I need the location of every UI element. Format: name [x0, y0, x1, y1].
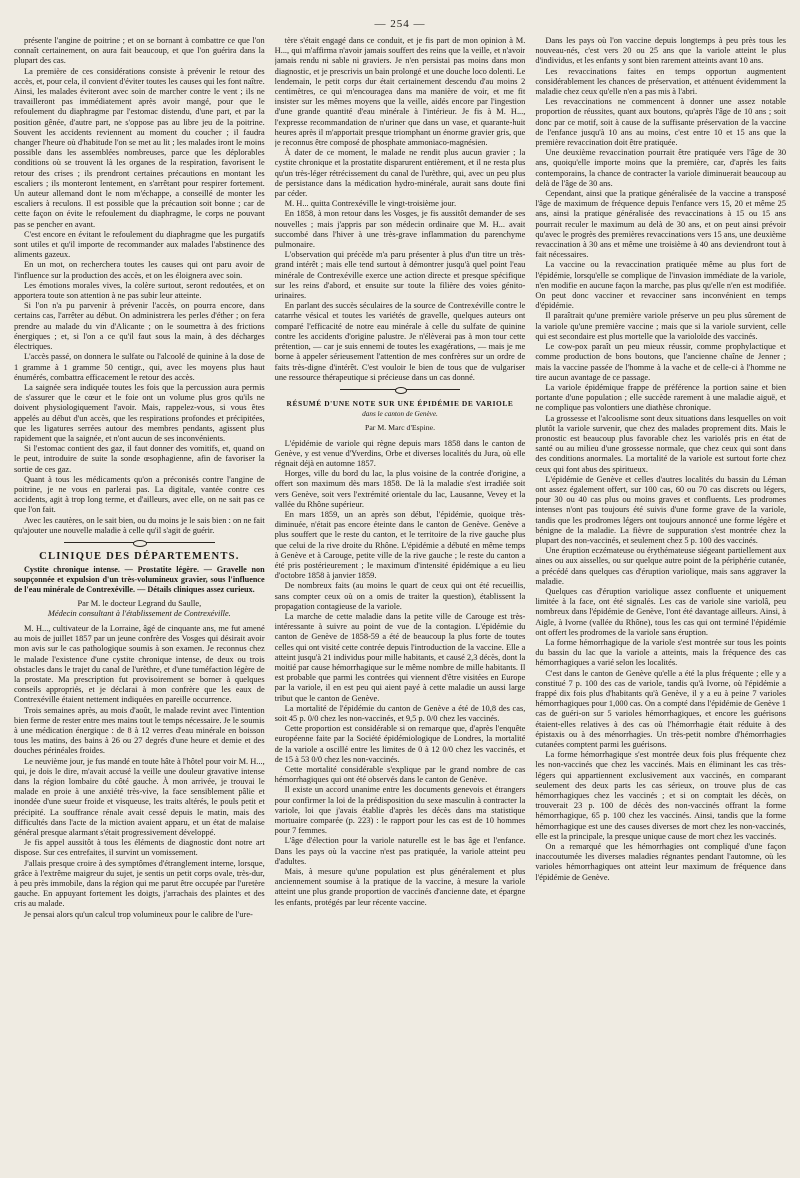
section-title-clinique: CLINIQUE DES DÉPARTEMENTS.	[39, 550, 240, 562]
paragraph: Le neuvième jour, je fus mandé en toute hâte à l'hôtel pour voir M. H..., qui, je dois le dire, m'avait accusé la veille une douleur gravative intense dans la région lombaire du côté gauche. À mon arrivée, je trouvai le malade en proie à une anxiété très-vive, la face sensiblement pâlie et inondée d'une sueur froide et visqueuse, les traits altérés, le pouls petit et précipité. La souffrance rénale avait cessé depuis le matin, mais des difficultés dans l'acte de la miction avaient apparu, et un état de malaise général presque alarmant s'était progressivement développé.	[14, 756, 265, 838]
paragraph: présente l'angine de poitrine ; et on se bornant à combattre ce que l'on connaît certainement, on aura fait beaucoup, et que l'on guérira dans la plupart des cas.	[14, 36, 265, 66]
text-columns	[14, 36, 786, 920]
paragraph: Cette proportion est considérable si on remarque que, d'après l'enquête européenne faite par la Société épidémiologique de Londres, la mortalité de la variole a oscillé entre les limites de 0 à 12 0/0 chez les vaccinés, et de 15 à 53 0/0 chez les non-vaccinés.	[274, 724, 526, 764]
paragraph: L'âge d'élection pour la variole naturelle est le bas âge et l'enfance. Dans les pays où la vaccine n'est pas pratiquée, la variole atteint peu d'adultes.	[274, 836, 526, 866]
author-affiliation: Médecin consultant à l'établissement de Contrexéville.	[47, 608, 231, 618]
paragraph: Les revaccinations faites en temps opportun augmentent considérablement les chances de préservation, et atténuent évidemment la maladie chez ceux qu'elle n'en a pas mis à l'abri.	[535, 66, 787, 97]
paragraph: Il existe un accord unanime entre les documents genevois et étrangers pour confirmer la loi de la prédisposition du sexe masculin à contracter la variole, loi que j'avais établie d'après les décès dans ma statistique mortuaire comparée (p. 223) : le rapport pour les cas est de 10 hommes pour 7 femmes.	[274, 785, 526, 836]
column-middle	[275, 36, 526, 920]
paragraph: Si l'on n'a pu parvenir à prévenir l'accès, on pourra encore, dans certains cas, l'arrêter au début. On administrera les perles d'éther ; on fera prendre au malade du vin d'Alicante ; on le soumettra à des frictions énergiques ; et, si l'on a ce qu'il faut sous la main, à des décharges électriques.	[14, 301, 265, 352]
column-left	[14, 36, 265, 920]
paragraph: La forme hémorrhagique de la variole s'est montrée sur tous les points du bassin du lac que la variole a atteints, mais la fréquence des cas hémorrhagiques a varié selon les localités.	[535, 637, 787, 668]
angina-article-body	[14, 36, 265, 536]
paragraph: La saignée sera indiquée toutes les fois que la percussion aura permis de s'assurer que le cœur et le foie ont un volume plus gros qu'ils ne doivent physiologiquement l'avoir. Mais, rappelez-vous, si vous êtes appelés au début d'un accès, que les respirations profondes et précipitées, que les ligatures serrées autour des membres pendants, agissent plus rapidement que la saignée, et n'ont aucun de ses inconvénients.	[14, 382, 265, 443]
column-right	[535, 36, 786, 920]
paragraph: Horges, ville du bord du lac, la plus voisine de la contrée d'origine, a offert son maximum dès mars 1858. De là la maladie s'est irradiée soit vers Genève, soit vers l'extrémité orientale du lac, Lausanne, Vevey et la vallée du Rhône supérieur.	[274, 469, 526, 509]
paragraph: Il paraîtrait qu'une première variole préserve un peu plus sûrement de la variole qu'une première vaccine ; mais que si la variole survient, celle qui est secondaire est plus mortelle que la varioloïde des vaccinés.	[535, 311, 787, 341]
variole-article-body	[275, 439, 526, 908]
paragraph: Une éruption eczémateuse ou érythémateuse siégeant partiellement aux aines ou aux aisselles, ou sur quelque autre point de la périphérie cutanée, a précédé dans quelques cas d'éruption variolique, mais sans aggraver la maladie.	[535, 546, 787, 586]
paragraph: Quant à tous les médicaments qu'on a préconisés contre l'angine de poitrine, je ne vous en parlerai pas. La digitale, vantée contre ces accidents, agit à trop long terme, et d'ailleurs, avec elle, on ne sait pas ce que l'on fait.	[14, 474, 265, 515]
paragraph: Trois semaines après, au mois d'août, le malade revint avec l'intention bien ferme de rester entre mes mains tout le temps nécessaire. Je le soumis à une médication énergique : de 8 à 12 verres d'eau minérale en boisson tous les matins, des bains à 26 ou 27 degrés d'une heure et demie et des douches périnéales froides.	[14, 705, 265, 756]
paragraph: La première de ces considérations consiste à prévenir le retour des accès, et, pour cela, il convient d'éviter toutes les causes qui les font naître. Ainsi, les malades éviteront avec soin de marcher contre le vent ; ils ne travailleront pas immédiatement après avoir mangé, pour que le refoulement du diaphragme par l'estomac distendu, d'une part, et par la position gênée, d'autre part, ne s'oppose pas au libre jeu de la poitrine. Souvent les accidents reviennent au moment du coucher ; il faudra changer l'heure où d'habitude l'on se met au lit ; les malades iront le moins possible dans les assemblées nombreuses, parce que les déplorables conditions où se trouvent là les organes de la respiration, favorisent le retour des crises ; ils prendront certaines précautions en montant les escaliers ; ils monteront lentement, en s'arrêtant pour respirer fortement. Un auteur allemand dont le nom m'échappe, a conseillé de monter les escaliers à reculons. Il est possible que la précaution soit bonne ; car de cette façon on évite le refoulement du diaphragme, le corps ne pouvant pas se pencher en avant.	[14, 66, 265, 229]
paragraph: Je pensai alors qu'un calcul trop volumineux pour le calibre de l'ure-	[24, 909, 253, 919]
paragraph: M. H... quitta Contrexéville le vingt-troisième jour.	[284, 199, 457, 209]
paragraph: Cette mortalité considérable s'explique par le grand nombre de cas hémorrhagiques qui ont été observés dans le canton de Genève.	[274, 765, 526, 785]
article-author-variole: Par M. Marc d'Espine.	[364, 423, 436, 433]
section-title-variole: RÉSUMÉ D'UNE NOTE SUR UNE ÉPIDÉMIE DE VARIOLE	[286, 398, 514, 408]
paragraph: À dater de ce moment, le malade ne rendit plus aucun gravier ; la cystite chronique et la prostatite disparurent entièrement, et il ne resta plus qu'un très-léger rétrécissement du canal de l'urèthre, qui, avec un peu plus de persistance dans la médication hydro-minérale, aurait sans doute fini par céder.	[274, 148, 526, 199]
page-number: — 254 —	[374, 18, 426, 30]
paragraph: De nombreux faits (au moins le quart de ceux qui ont été recueillis, sans compter ceux où on a omis de traiter la question), établissent la propagation contagieuse de la variole.	[274, 581, 526, 611]
paragraph: L'accès passé, on donnera le sulfate ou l'alcoolé de quinine à la dose de 1 gramme à 1 gramme 50 centigr., qui, avec les moyens plus haut énumérés, combattra efficacement le retour des accès.	[14, 352, 265, 382]
paragraph: En mars 1859, un an après son début, l'épidémie, quoique très-diminuée, n'était pas encore éteinte dans le canton de Genève. Genève a plus souffert que le reste du canton, et le territoire de la rive gauche plus que celui de la rive droite du Rhône. L'épidémie a débuté en même temps à Genève et à Carouge, petite ville de la rive gauche ; le reste du canton a été pris postérieurement ; le maximum d'intensité épidémique a eu lieu d'octobre 1858 à janvier 1859.	[274, 509, 526, 581]
paragraph: On a remarqué que les hémorrhagies ont compliqué d'une façon inaccoutumée les diverses maladies régnantes pendant l'automne, où les varioles hémorrhagiques ont atteint leur maximum de fréquence dans l'épidémie de Genève.	[535, 842, 787, 882]
paragraph: Dans les pays où l'on vaccine depuis longtemps à peu près tous les nouveau-nés, c'est vers 20 ou 25 ans que la variole atteint le plus d'individus, et les enfants y sont bien rarement atteints avant 10 ans.	[535, 36, 787, 66]
contrexeville-article-body	[14, 624, 265, 920]
paragraph: Je fis appel aussitôt à tous les éléments de diagnostic dont notre art dispose. Sur ces entrefaites, il survint un vomissement.	[14, 838, 265, 858]
paragraph: Quelques cas d'éruption variolique assez confluente et uniquement limitée à la face, ont été signalés. Les cas de variole sine variolâ, peu nombreux dans l'épidémie de Genève, l'ont été davantage ailleurs. Ainsi, à Aigle, à Ivorne (vallée du Rhône), tous les cas qui ont terminé l'épidémie ont offert les prodromes de la variole sans éruption.	[535, 586, 787, 637]
paragraph: En parlant des succès séculaires de la source de Contrexéville contre le catarrhe vésical et toutes les variétés de gravelle, quelques auteurs ont comparé l'efficacité de notre eau minérale à celle du sulfate de quinine contre les accidents d'origine palustre. Je n'élèverai pas à mon tour cette prétention, — car je suis ennemi de toutes les exagérations, — mais je me borne à appeler sérieusement l'attention de mes confrères sur un ordre de faits très-digne d'intérêt. C'est vouloir le bien de tous que de vulgariser une ressource thérapeutique si précieuse dans un cas donné.	[274, 301, 526, 382]
paragraph: Mais, à mesure qu'une population est plus généralement et plus anciennement soumise à la pratique de la vaccine, à mesure la variole atteint une plus grande proportion de vaccinés d'ancienne date, et épargne les enfants, protégés par leur récente vaccine.	[274, 867, 526, 907]
contrexeville-article-continued	[275, 36, 526, 383]
paragraph: En un mot, on recherchera toutes les causes qui ont paru avoir de l'influence sur la production des accès, et on les éloignera avec soin.	[14, 260, 265, 280]
paragraph: La marche de cette maladie dans la petite ville de Carouge est très-intéressante à suivre au point de vue de la contagion. L'épidémie du canton de Genève de 1858-59 a été de beaucoup la plus forte de toutes celles qui ont visité cette contrée depuis l'introduction de la vaccine. Elle a atteint jusqu'à 21 individus pour mille habitants, et causé 2,3 décès, dont la moitié par cause hémorrhagique sur le même nombre de mille habitants. Il est probable que parmi les contrées qui viennent d'être visitées en Europe par la variole, il en est peu qui aient payé à cette maladie un aussi large tribut que le canton de Genève.	[274, 611, 526, 703]
paragraph: L'épidémie de Genève et celles d'autres localités du bassin du Léman ont assez également offert, sur 100 cas, 60 ou 70 cas discrets ou légers, pour 30 ou 40 cas plus ou moins graves et confluents. Les prodromes intenses n'ont pas toujours été suivis d'une forme grave de la variole, tandis que les prodromes légers ont toujours annoncé une forme légère et bénigne de la maladie. La fièvre de suppuration s'est montrée chez la plupart des non-vaccinés, et seulement chez 5 p. 100 des vaccinés.	[535, 474, 787, 545]
paragraph: Une deuxième revaccination pourrait être pratiquée vers l'âge de 30 ans, quoiqu'elle importe moins que la première, car, d'après les faits contemporains, la chance de contracter la variole diminuerait beaucoup au delà de l'âge de 30 ans.	[535, 148, 787, 188]
paragraph: J'allais presque croire à des symptômes d'étranglement interne, lorsque, grâce à l'extrême maigreur du sujet, je sentis un petit corps ovale, très-dur, à peu près immobile, dans la région qui me parut être occupée par l'uretère gauche. En appuyant fortement les doigts, j'arrachais des plaintes et des cris au malade.	[14, 858, 265, 909]
paragraph: M. H..., cultivateur de la Lorraine, âgé de cinquante ans, me fut amené au mois de juillet 1857 par un jeune confrère des Vosges qui désirait avoir mon avis sur le cas pathologique soumis à son examen. Je reconnus chez le malade l'existence d'une cystite chronique intense, de deux ou trois obstacles dans le trajet du canal de l'urèthre, et d'une tuméfaction légère de la prostate. Ma prescription fut provisoirement se borner à quelques conseils appropriés, et je déclarai à mon confrère que les eaux de Contrexéville étaient nettement indiquées en pareille occurrence.	[14, 623, 265, 705]
paragraph: La forme hémorrhagique s'est montrée deux fois plus fréquente chez les non-vaccinés que chez les vaccinés. Mais en éliminant les cas très-légers qui appartiennent exclusivement aux vaccinés, en comparant seulement des deux parts les cas sérieux, on trouve plus de cas hémorrhagiques chez les vaccinés ; et si on comptait les décès, on trouverait 23 p. 100 de décès des non-vaccinés offrant la forme hémorrhagique, 65 p. 100 chez les vaccinés. Ainsi, tandis que la forme hémorrhagique est une des causes diverses de mort chez les non-vaccinés, elle est la principale, la presque unique cause de mort chez les vaccinés.	[535, 750, 787, 841]
paragraph: La vaccine ou la revaccination pratiquée même au plus fort de l'épidémie, lorsqu'elle se complique de l'invasion immédiate de la variole, n'en modifie en aucune façon la marche, pas plus qu'elle n'en est modifiée. On peut donc vacciner et revacciner sans inconvénient en temps d'épidémie.	[535, 260, 787, 311]
paragraph: L'observation qui précède m'a paru présenter à plus d'un titre un très-grand intérêt ; mais elle tend surtout à démontrer jusqu'à quel point l'eau minérale de Contrexéville exerce une action directe et presque spécifique sur les reins d'abord, et ensuite sur toute la filière des voies génito-urinaires.	[274, 250, 526, 301]
paragraph: Les émotions morales vives, la colère surtout, seront redoutées, et on apportera toute son attention à ne pas subir leur atteinte.	[14, 280, 265, 301]
section-divider	[340, 387, 460, 393]
paragraph: L'épidémie de variole qui règne depuis mars 1858 dans le canton de Genève, y est venue d'Yverdins, Orbe et diverses localités du Jura, où elle régnait déjà en automne 1857.	[274, 438, 526, 468]
article-author: Par M. le docteur Legrand du Saulle,	[77, 598, 202, 608]
paragraph: Cependant, ainsi que la pratique généralisée de la vaccine a transposé l'âge de maximum de fréquence depuis l'enfance vers 15, 20 et même 25 ans, ainsi la pratique généralisée des revaccinations à 15 ou 15 ans pourrait reculer le maximum au delà de 30 ans, et on peut ainsi prévoir qu'avec le progrès des premières revaccinations vers 15 ans, une deuxième revaccination à 30 ans et même une troisième à 40 ans deviendront tout à fait nécessaires.	[535, 189, 787, 260]
paragraph: Si l'estomac contient des gaz, il faut donner des vomitifs, et, quand on le peut, introduire de suite la sonde œsophagienne, afin de favoriser la sortie de ces gaz.	[14, 444, 265, 474]
section-subtitle-variole: dans le canton de Genève.	[362, 410, 438, 419]
paragraph: Le cow-pox paraît un peu mieux réussir, comme prophylactique et comme production de bons boutons, que l'ancienne chaîne de Jenner ; mais la vaccine passée de l'homme à la vache et de celle-ci à l'homme ne tire aucun avantage de ce passage.	[535, 342, 787, 382]
paragraph: En 1858, à mon retour dans les Vosges, je fis aussitôt demander de ses nouvelles ; mais j'appris par son médecin ordinaire que M. H... avait succombé dans l'hiver à une très-grave inflammation du parenchyme pulmonaire.	[274, 209, 526, 250]
paragraph: tère s'était engagé dans ce conduit, et je fis part de mon opinion à M. H..., qui m'affirma n'avoir jamais souffert des reins que la veille, et n'avoir jamais rendu ni sable ni graviers. Je n'en persistai pas moins dans mon diagnostic, et je prescrivis un bain prolongé et une douche loco dolenti. Le lendemain, le petit corps dur était certainement descendu d'au moins 2 centimètres, ce qui m'encouragea dans ma manière de voir, et me fit insister sur les mêmes moyens que la veille, aidés encore par l'ingestion d'une grande quantité d'eau minérale à l'intérieur. Je fis à M. H..., l'expresse recommandation de n'uriner que dans un vase, et quarante-huit heures après il m'apportait presque triomphant un énorme gravier gris, que je reconnus être composé de phosphate ammoniaco-magnésien.	[274, 36, 526, 148]
paragraph: Avec les cautères, on le sait bien, ou du moins je le sais bien : on ne fait qu'ajouter une nouvelle maladie à celle qu'il s'agit de guérir.	[14, 515, 265, 535]
paragraph: C'est encore en évitant le refoulement du diaphragme que les purgatifs sont utiles et qu'il importe de recommander aux malades l'abstinence des aliments gazeux.	[14, 229, 265, 260]
paragraph: La variole épidémique frappe de préférence la portion saine et bien portante d'une population ; elle succède rarement à une maladie aiguë, et ne complique pas volontiers une diathèse chronique.	[535, 382, 787, 413]
variole-article-continued	[535, 36, 786, 883]
article-lede: Cystite chronique intense. — Prostatite légère. — Gravelle non soupçonnée et expulsion d'un très-volumineux gravier, sous l'influence de l'eau minérale de Contrexéville. — Détails cliniques assez curieux.	[14, 565, 265, 594]
paragraph: C'est dans le canton de Genève qu'elle a été la plus fréquente ; elle y a constitué 7 p. 100 des cas de variole, tandis qu'à Ivorne, où l'épidémie a frappé dix fois plus d'habitants qu'à Genève, il y a eu à peine 7 varioles hémorrhagiques pour 1,000 cas. On a compté dans l'épidémie de Genève 1 cas de guéri-on sur 5 varioles hémorrhagiques, et encore les guérisons étaient-elles relatives à des cas où l'hémorrhagie était réduite à des épistaxis ou à des ménorrhagies. Un très-petit nombre d'hémorrhagies cutanées comptent parmi les guérisons.	[535, 668, 787, 750]
section-divider	[64, 540, 214, 546]
paragraph: La mortalité de l'épidémie du canton de Genève a été de 10,8 des cas, soit 45 p. 0/0 chez les non-vaccinés, et 9,5 p. 0/0 chez les vaccinés.	[274, 703, 526, 723]
paragraph: Les revaccinations ne commencent à donner une assez notable proportion de réussites, quant aux boutons, qu'après l'âge de 10 ans ; soit donc par ce motif, soit à cause de la suffisante préservation de la vaccine de l'enfance jusqu'à 10 ans au moins, c'est entre 10 et 15 ans que la première revaccination doit être pratiquée.	[535, 97, 787, 148]
paragraph: La grossesse et l'alcoolisme sont deux situations dans lesquelles on voit plutôt la variole survenir, que chez des malades proprement dits. Mais le pronostic est beaucoup plus favorable chez les variolés pris en état de santé ou au milieu d'une grossesse normale, que chez ceux qui sont dans des conditions anormales. La mortalité de la variole est surtout forte chez ceux qui font abus des spiritueux.	[535, 413, 787, 474]
